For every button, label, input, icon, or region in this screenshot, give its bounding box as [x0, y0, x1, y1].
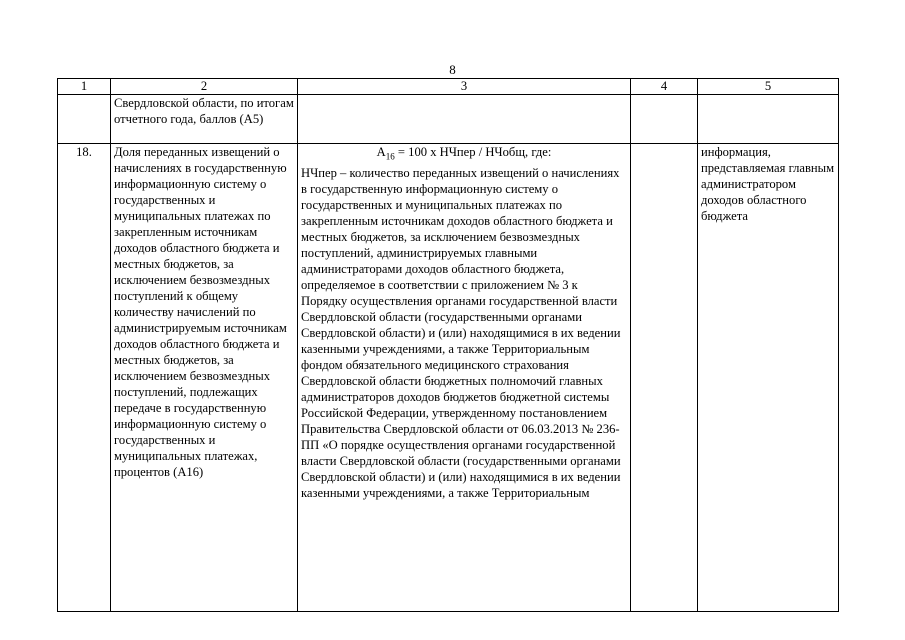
data-source: информация, представляемая главным администратором доходов областного бюджета: [698, 144, 839, 612]
page-number: 8: [449, 62, 456, 77]
indicators-table: [57, 78, 839, 612]
indicator-name: Доля переданных извещений о начислениях в государственную информационную систему о государственных и муниципальных платежах по закрепленным источникам доходов областного бюджета и местных бюджетов, за исключением безвозмездных поступлений к общему количеству начислений по администрируемым источникам доходов областного бюджета и местных бюджетов, за исключением безвозмездных поступлений, подлежащих передаче в государственную информационную систему о государственных и муниципальных платежах, процентов (А16): [111, 144, 298, 612]
cell-empty-source: [698, 95, 839, 144]
header-col-5: 5: [698, 79, 839, 95]
formula-subscript: 16: [385, 151, 395, 162]
header-col-1: 1: [58, 79, 111, 95]
cell-empty-col4: [631, 95, 698, 144]
row-number: 18.: [58, 144, 111, 612]
header-col-2: 2: [111, 79, 298, 95]
formula-var: А: [376, 145, 386, 159]
formula-rest: = 100 х НЧпер / НЧобщ, где:: [394, 145, 552, 159]
cell-empty-num: [58, 95, 111, 144]
header-col-3: 3: [298, 79, 631, 95]
header-col-4: 4: [631, 79, 698, 95]
cell-col4: [631, 144, 698, 612]
table-row-18: [58, 144, 839, 612]
formula: [301, 144, 627, 165]
cell-empty-formula: [298, 95, 631, 144]
cell-indicator-continued: Свердловской области, по итогам отчетного года, баллов (А5): [111, 95, 298, 144]
calculation-cell: [298, 144, 631, 612]
table-header-row: [58, 79, 839, 95]
table-row-continued: [58, 95, 839, 144]
formula-description: НЧпер – количество переданных извещений о начислениях в государственную информационную систему о государственных и муниципальных платежах по закрепленным источникам доходов областного бюджета и местных бюджетов, за исключением безвозмездных поступлений, администрируемых главными администраторами доходов областного бюджета, определяемое в соответствии с приложением № 3 к Порядку осуществления органами государственной власти Свердловской области (государственными органами Свердловской области) и (или) находящимися в их ведении казенными учреждениями, а также Территориальным фондом обязательного медицинского страхования Свердловской области бюджетных полномочий главных администраторов доходов бюджетов бюджетной системы Российской Федерации, утвержденному постановлением Правительства Свердловской области от 06.03.2013 № 236-ПП «О порядке осуществления органами государственной власти Свердловской области (государственными органами Свердловской области) и (или) находящимися в их ведении казенными учреждениями, а также Территориальным: [301, 165, 621, 500]
